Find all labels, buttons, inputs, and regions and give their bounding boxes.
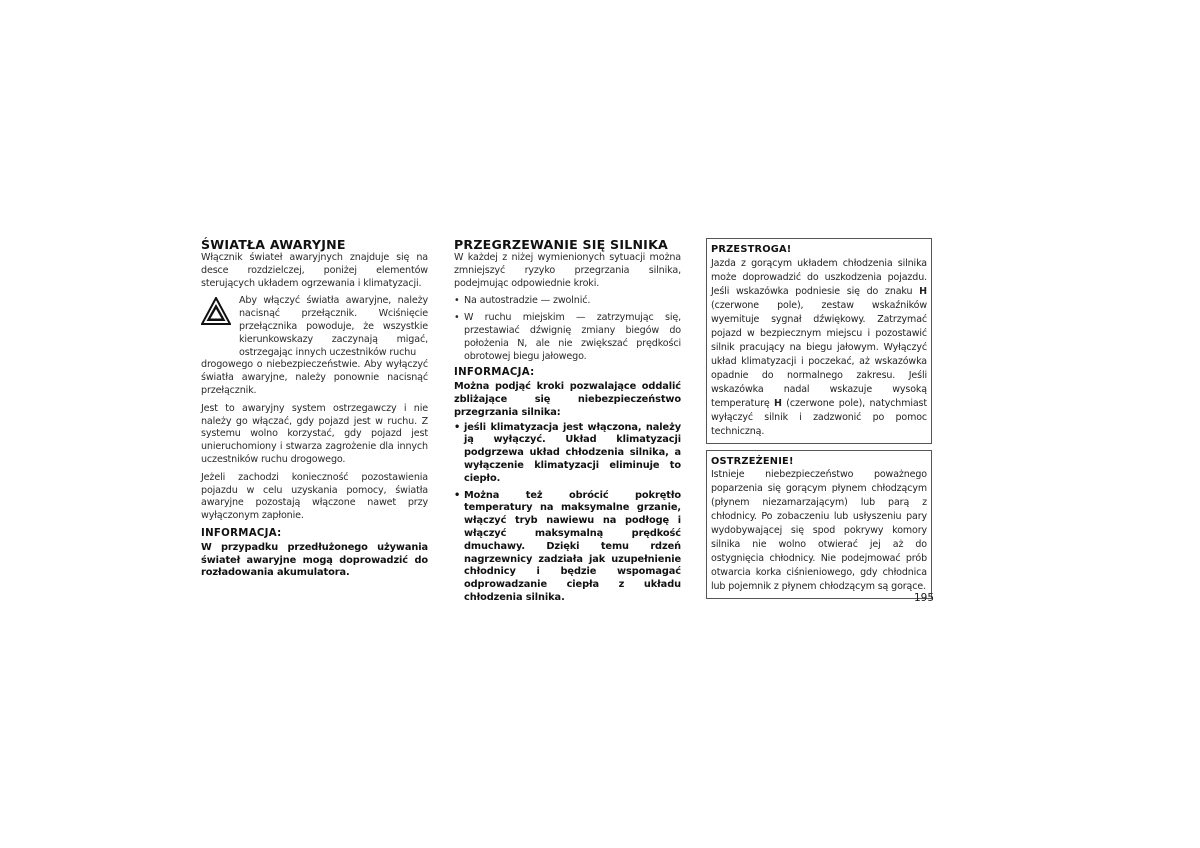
caution-text: Jazda z gorącym układem chłodzenia silnika może doprowadzić do uszkodzenia pojazdu. Jeśli wskazówka podniesie się do znaku H (czerwone pole), zestaw wskaźników wyemituje sygnał dźwiękowy. Zatrzymać pojazd w bezpiecznym miejscu i pozostawić silnik pracujący na biegu jałowym. Wyłączyć układ klimatyzacji i poczekać, aż wskazówka opadnie do normalnego zakresu. Jeśli wskazówka nadal wskazuje wysoką temperaturę H (czerwone pole), natychmiast wyłączyć silnik i zadzwonić po pomoc techniczną. <box>711 257 927 437</box>
warning-box <box>706 450 932 600</box>
caution-title: PRZESTROGA! <box>711 244 792 255</box>
list-item: • jeśli klimatyzacja jest włączona, należy ją wyłączyć. Układ klimatyzacji podgrzewa układ chłodzenia silnika, a wyłączenie klimatyzacji eliminuje to ciepło. <box>454 421 681 484</box>
warning-title: OSTRZEŻENIE! <box>711 455 794 467</box>
overheating-intro-text: W każdej z niżej wymienionych sytuacji można zmniejszyć ryzyko przegrzania silnika, podejmując odpowiednie kroki. <box>454 252 681 289</box>
section-heading-engine-overheating: PRZEGRZEWANIE SIĘ SILNIKA <box>454 237 668 252</box>
hazard-info-text: W przypadku przedłużonego używania świateł awaryjne mogą doprowadzić do rozładowania akumulatora. <box>201 541 428 579</box>
hazard-switch-block <box>201 295 428 359</box>
overheating-info-title: INFORMACJA: <box>454 367 535 379</box>
column-hazard-lights <box>201 238 428 585</box>
overheating-info-list <box>454 422 681 605</box>
caution-box <box>706 238 932 444</box>
gauge-mark-h: H <box>774 397 782 409</box>
page-number: 195 <box>914 592 935 604</box>
column-notices <box>706 238 935 605</box>
hazard-triangle-icon <box>201 297 231 325</box>
list-item: • Na autostradzie — zwolnić. <box>454 295 591 307</box>
hazard-switch-text: Aby włączyć światła awaryjne, należy nacisnąć przełącznik. Wciśnięcie przełącznika powoduje, że wszystkie kierunkowskazy zaczynają migać, ostrzegając innych uczestników ruchu <box>239 295 428 358</box>
overheating-info-intro: Można podjąć kroki pozwalające oddalić zbliżające się niebezpieczeństwo przegrzania silnika: <box>454 381 681 418</box>
column-engine-overheating <box>454 238 681 609</box>
hazard-intro-text: Włącznik świateł awaryjnych znajduje się na desce rozdzielczej, poniżej elementów sterujących układem ogrzewania i klimatyzacji. <box>201 252 428 289</box>
section-heading-hazard-lights: ŚWIATŁA AWARYJNE <box>201 237 346 252</box>
list-item: • W ruchu miejskim — zatrzymując się, przestawiać dźwignię zmiany biegów do położenia N, ale nie zwiększać prędkości obrotowej biegu jałowego. <box>454 312 681 362</box>
overheating-list <box>454 295 681 363</box>
gauge-mark-h: H <box>919 285 927 297</box>
hazard-ignition-text: Jeżeli zachodzi konieczność pozostawienia pojazdu w celu uzyskania pomocy, światła awaryjne pozostają włączone nawet przy wyłączonym zapłonie. <box>201 471 428 522</box>
hazard-info-title: INFORMACJA: <box>201 527 282 539</box>
warning-text: Istnieje niebezpieczeństwo poważnego poparzenia się gorącym płynem chłodzącym (płynem niezamarzającym) lub parą z chłodnicy. Po zobaczeniu lub usłyszeniu pary wydobywającej się spod pokrywy komory silnika nie wolno otwierać jej aż do ostygnięcia chłodnicy. Nie podejmować prób otwarcia korka ciśnieniowego, gdy chłodnica lub pojemnik z płynem chłodzącym są gorące. <box>711 469 927 593</box>
list-item: • Można też obrócić pokrętło temperatury na maksymalne grzanie, włączyć tryb nawiewu na podłogę i włączyć maksymalną prędkość dmuchawy. Dzięki temu rdzeń nagrzewnicy zadziała jak uzupełnienie chłodnicy i będzie wspomagać odprowadzanie ciepła z układu chłodzenia silnika. <box>454 489 681 603</box>
hazard-switch-text-continued: drogowego o niebezpieczeństwie. Aby wyłączyć światła awaryjne, należy ponownie nacisnąć przełącznik. <box>201 359 428 396</box>
hazard-usage-text: Jest to awaryjny system ostrzegawczy i nie należy go włączać, gdy pojazd jest w ruchu. Z systemu wolno korzystać, gdy pojazd jest unieruchomiony i stwarza zagrożenie dla innych uczestników ruchu drogowego. <box>201 402 428 465</box>
